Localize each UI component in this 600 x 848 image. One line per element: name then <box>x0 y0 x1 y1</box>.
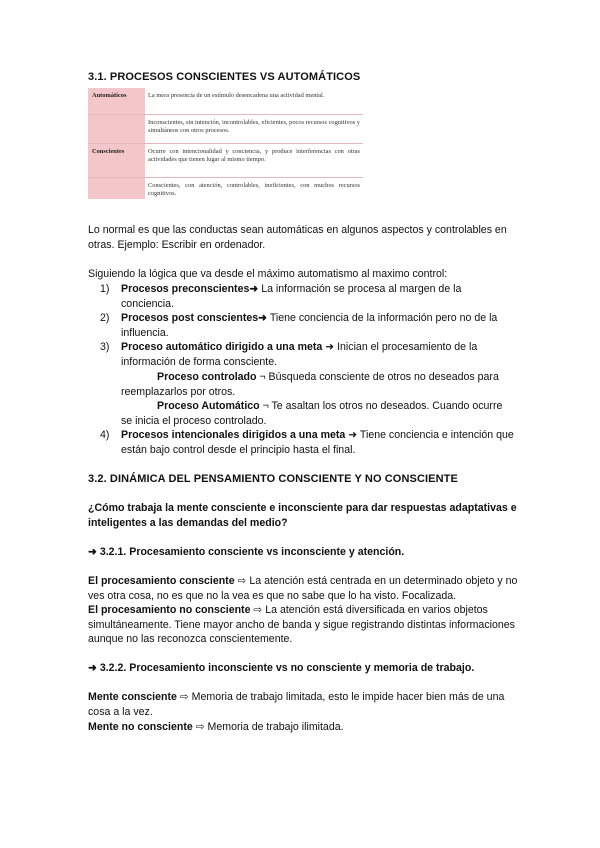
list-text: La información se procesa al margen de la conciencia. <box>121 283 462 310</box>
paragraph-mente-consciente <box>88 690 518 719</box>
list-bold: Procesos intencionales dirigidos a una meta <box>121 429 346 441</box>
section-2-title: 3.2. DINÁMICA DEL PENSAMIENTO CONSCIENTE Y NO CONSCIENTE <box>88 473 458 485</box>
table-cell: Ocurre con intencionalidad y conciencia, y produce interferencias con otras actividades que tienen lugar al mismo tiempo. <box>148 148 360 163</box>
term-text: ⇨ La atención está diversificada en varios objetos simultáneamente. Tiene mayor ancho de banda y sigue registrando distintas informaciones aunque no las reconozca conscientemente. <box>88 604 515 646</box>
heading-3-2-1: ➜ 3.2.1. Procesamiento consciente vs inconsciente y atención. <box>88 546 405 558</box>
list-number: 4) <box>100 429 110 441</box>
term-bold: Mente no consciente <box>88 721 193 733</box>
term-text: ⇨ La atención está centrada en un determinado objeto y no ves otra cosa, no es que no la vea es que no sabe que lo ha visto. Focalizada. <box>88 575 518 602</box>
sub-item-automatico <box>121 399 516 428</box>
paragraph-normal: Lo normal es que las conductas sean automáticas en algunos aspectos y controlables en otras. Ejemplo: Escribir en ordenador. <box>88 224 507 251</box>
list-item <box>100 311 520 341</box>
list-bold: Proceso automático dirigido a una meta <box>121 341 323 353</box>
list-number: 1) <box>100 283 110 295</box>
heading-3-2-2: ➜ 3.2.2. Procesamiento inconsciente vs no consciente y memoria de trabajo. <box>88 662 475 674</box>
table-label-conscientes: Conscientes <box>88 144 145 199</box>
section-1-title: 3.1. PROCESOS CONSCIENTES VS AUTOMÁTICOS <box>88 71 361 83</box>
sub-text: ¬ Búsqueda consciente de otros no deseados para reemplazarlos por otros. <box>121 371 499 398</box>
list-text: ➜ Tiene conciencia e intención que están bajo control desde el principio hasta el final. <box>121 429 514 456</box>
sub-text: ¬ Te asaltan los otros no deseados. Cuando ocurre se inicia el proceso controlado. <box>121 400 503 427</box>
term-bold: El procesamiento consciente <box>88 575 235 587</box>
sub-bold: Proceso Automático <box>157 400 260 412</box>
list-item <box>100 282 520 312</box>
term-text: ⇨ Memoria de trabajo limitada, esto le impide hacer bien más de una cosa a la vez. <box>88 691 505 718</box>
list-bold: Procesos preconscientes➜ <box>121 283 259 295</box>
term-bold: Mente consciente <box>88 691 177 703</box>
list-item <box>100 428 520 458</box>
list-item <box>100 340 520 370</box>
list-bold: Procesos post conscientes➜ <box>121 312 268 324</box>
term-text: ⇨ Memoria de trabajo ilimitada. <box>192 721 344 733</box>
list-number: 3) <box>100 341 110 353</box>
table-cell: La mera presencia de un estímulo desencadena una actividad mental. <box>148 92 325 99</box>
paragraph-no-consciente <box>88 603 518 647</box>
question: ¿Cómo trabaja la mente consciente e inconsciente para dar respuestas adaptativas e inteligentes a las demandas del medio? <box>88 502 517 529</box>
list-text: ➜ Inician el procesamiento de la información de forma consciente. <box>121 341 478 368</box>
paragraph-mente-no-consciente <box>88 720 518 735</box>
paragraph-logic: Siguiendo la lógica que va desde el máximo automatismo al maximo control: <box>88 268 448 280</box>
list-text: Tiene conciencia de la información pero no de la influencia. <box>121 312 498 339</box>
sub-item-controlado <box>121 370 516 399</box>
comparison-table <box>88 88 363 199</box>
list-number: 2) <box>100 312 110 324</box>
table-label-automaticos: Automáticos <box>88 88 145 143</box>
term-bold: El procesamiento no consciente <box>88 604 251 616</box>
table-cell: Conscientes, con atención, controlables, ineficientes, con muchos recursos cognitivos. <box>148 182 360 197</box>
sub-bold: Proceso controlado <box>157 371 257 383</box>
paragraph-consciente <box>88 574 518 603</box>
table-cell: Inconscientes, sin intención, incontrolables, eficientes, pocos recursos cognitivos y simultáneos con otros procesos. <box>148 119 360 134</box>
